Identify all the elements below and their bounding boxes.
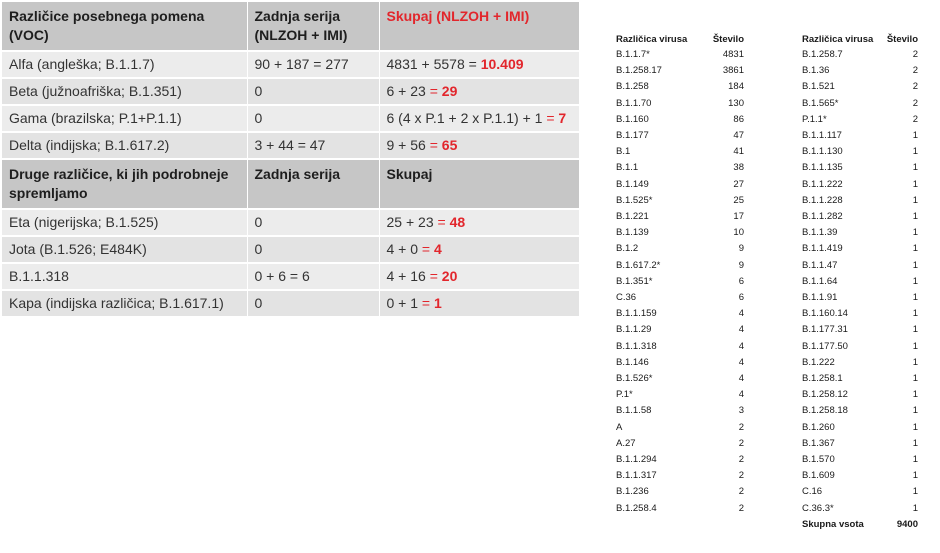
variant-lineage: B.1.525* [616,194,653,206]
variant-count: 2 [738,454,744,466]
variant-count: 1 [912,146,918,158]
total-value: 9400 [896,518,918,530]
list-row [616,112,744,128]
total-expression: 4831 + 5578 = [386,56,477,72]
variant-count: 1 [912,340,918,352]
variant-lineage: B.1.36 [802,65,830,77]
variant-row [2,290,579,317]
variant-count: 1 [912,486,918,498]
equals-sign: = [421,295,431,311]
total-expression: 4 + 0 [386,241,419,257]
list-row [802,160,918,176]
variant-lineage: B.1.1.39 [802,227,838,239]
list-row [802,47,918,63]
variant-count: 1 [912,227,918,239]
variant-count: 2 [912,113,918,125]
variant-row [2,105,579,132]
variant-count: 4831 [722,49,744,60]
variant-count: 4 [738,324,744,336]
variant-lineage: B.1.351* [616,275,653,287]
variant-count-list-right [802,34,918,533]
total-value-cell [379,78,579,105]
variant-name: Alfa (angleška; B.1.1.7) [2,51,247,78]
last-batch-value: 0 + 6 = 6 [247,263,379,290]
variant-count: 1 [912,324,918,336]
list-row [616,160,744,176]
list-row [802,403,918,419]
variant-count: 4 [738,373,744,385]
variant-count: 184 [728,81,744,93]
list-row [616,452,744,468]
variant-lineage: B.1.565* [802,97,839,109]
list-row [616,79,744,95]
list-row [616,403,744,419]
variant-lineage: B.1.2 [616,243,639,255]
total-row [802,517,918,533]
variant-count-list-left [616,34,744,517]
total-value-cell [379,209,579,236]
list-row [802,339,918,355]
variant-lineage: B.1.177.50 [802,340,848,352]
list-row [616,339,744,355]
variant-count: 1 [912,389,918,401]
list-row [616,47,744,63]
variant-count: 2 [738,486,744,498]
list-row [802,225,918,241]
variant-lineage: B.1.258.18 [802,405,848,417]
variant-count: 1 [912,421,918,433]
variant-count: 27 [733,178,744,190]
last-batch-value: 0 [247,209,379,236]
variant-count: 1 [912,211,918,223]
total-expression: 9 + 56 [386,137,426,153]
list-row [802,387,918,403]
variant-lineage: C.16 [802,486,823,498]
list-row [616,209,744,225]
list-row [616,63,744,79]
list-row [802,63,918,79]
variant-count: 1 [912,437,918,449]
voc-table [2,2,579,318]
list-row [802,355,918,371]
list-row [616,128,744,144]
total-expression: 4 + 16 [386,268,426,284]
total-label: Skupna vsota [802,518,864,530]
variant-lineage: B.1.149 [616,178,649,190]
list-row [616,258,744,274]
variant-lineage: B.1.1.294 [616,454,657,466]
variant-lineage: B.1.521 [802,81,835,93]
variant-lineage: B.1.1.419 [802,243,843,255]
variant-lineage: B.1.260 [802,421,835,433]
list-row [616,501,744,517]
equals-sign: = [429,137,438,153]
variant-name: Gama (brazilska; P.1+P.1.1) [2,105,247,132]
variant-lineage: B.1.258.7 [802,49,843,60]
variant-row [2,263,579,290]
header-variant: Različice posebnega pomena (VOC) [2,2,247,51]
variant-name: B.1.1.318 [2,263,247,290]
list-header-row [802,34,918,47]
variant-lineage: P.1.1* [802,113,827,125]
list-row [616,387,744,403]
list-row [616,241,744,257]
variant-lineage: B.1.1.222 [802,178,843,190]
variant-lineage: B.1.139 [616,227,649,239]
list-header-variant: Različica virusa [616,34,688,45]
list-row [802,322,918,338]
variant-lineage: B.1.177 [616,130,649,142]
variant-count: 1 [912,454,918,466]
equals-sign: = [546,110,555,126]
variant-count: 1 [912,292,918,304]
variant-row [2,51,579,78]
variant-lineage: B.1.160 [616,113,649,125]
variant-lineage: B.1.146 [616,356,649,368]
equals-sign: = [421,241,431,257]
list-row [802,258,918,274]
variant-count: 10 [733,227,744,239]
variant-count: 1 [912,502,918,514]
list-row [802,452,918,468]
list-row [616,436,744,452]
list-row [616,225,744,241]
list-header-count: Število [712,34,744,45]
list-header-variant: Različica virusa [802,34,874,45]
list-row [616,371,744,387]
list-row [616,193,744,209]
variant-lineage: B.1.1.64 [802,275,838,287]
variant-lineage: B.1.1.159 [616,308,657,320]
variant-name: Jota (B.1.526; E484K) [2,236,247,263]
variant-lineage: B.1.1.318 [616,340,657,352]
equals-sign: = [429,268,438,284]
variant-row [2,132,579,159]
list-row [802,274,918,290]
variant-name: Kapa (indijska različica; B.1.617.1) [2,290,247,317]
list-row [802,306,918,322]
variant-lineage: B.1.1 [616,162,639,174]
variant-lineage: P.1* [616,389,633,401]
variant-lineage: B.1.1.91 [802,292,838,304]
variant-count: 1 [912,130,918,142]
variant-lineage: B.1.222 [802,356,835,368]
variant-lineage: B.1.1.47 [802,259,838,271]
total-result: 10.409 [480,56,524,72]
list-row [616,322,744,338]
variant-row [2,78,579,105]
variant-lineage: B.1.1.117 [802,130,842,142]
variant-count: 86 [733,113,744,125]
total-value-cell [379,263,579,290]
variant-count: 130 [728,97,744,109]
total-value-cell [379,132,579,159]
variant-lineage: B.1.1.7* [616,49,650,60]
list-row [616,274,744,290]
total-value-cell [379,290,579,317]
variant-count: 1 [912,178,918,190]
variant-count: 9 [738,259,744,271]
variant-lineage: B.1.1.29 [616,324,652,336]
variant-count: 2 [738,502,744,514]
list-row [616,484,744,500]
variant-count: 2 [738,421,744,433]
list-row [616,96,744,112]
variant-count: 4 [738,340,744,352]
total-result: 7 [558,110,567,126]
variant-lineage: B.1.258 [616,81,649,93]
variant-lineage: B.1.258.12 [802,389,848,401]
list-row [802,177,918,193]
total-expression: 0 + 1 [386,295,419,311]
variant-lineage: A.27 [616,437,636,449]
total-value-cell [379,51,579,78]
header-other-variants: Druge različice, ki jih podrobneje spremljamo [2,159,247,209]
variant-count: 1 [912,405,918,417]
header-total: Skupaj (NLZOH + IMI) [379,2,579,51]
list-row [616,144,744,160]
list-row [616,468,744,484]
voc-header-row [2,2,579,51]
variant-row [2,236,579,263]
variant-lineage: B.1.221 [616,211,649,223]
list-row [802,79,918,95]
variant-count: 2 [912,81,918,93]
variant-count: 2 [738,437,744,449]
total-result: 48 [449,214,466,230]
variant-lineage: B.1.236 [616,486,649,498]
variant-lineage: B.1.258.1 [802,373,843,385]
total-value-cell [379,105,579,132]
variant-count: 1 [912,162,918,174]
last-batch-value: 90 + 187 = 277 [247,51,379,78]
last-batch-value: 0 [247,78,379,105]
variant-count: 1 [912,275,918,287]
variant-count: 1 [912,373,918,385]
list-row [616,177,744,193]
variant-lineage: B.1.1.282 [802,211,843,223]
variant-lineage: C.36.3* [802,502,834,514]
variant-lineage: A [616,421,623,433]
variant-lineage: B.1.526* [616,373,653,385]
variant-name: Delta (indijska; B.1.617.2) [2,132,247,159]
variant-count: 2 [912,97,918,109]
list-row [802,241,918,257]
variant-count: 1 [912,470,918,482]
list-row [616,290,744,306]
header-last-batch: Zadnja serija (NLZOH + IMI) [247,2,379,51]
list-row [616,420,744,436]
last-batch-value: 0 [247,236,379,263]
variant-lineage: B.1.258.17 [616,65,662,77]
variant-row [2,209,579,236]
variant-count: 6 [738,275,744,287]
equals-sign: = [437,214,446,230]
variant-lineage: B.1 [616,146,631,158]
variant-count: 47 [733,130,744,142]
variant-lineage: B.1.160.14 [802,308,848,320]
list-header-row [616,34,744,47]
list-row [802,501,918,517]
variant-lineage: B.1.617.2* [616,259,661,271]
variant-count: 1 [912,356,918,368]
header-total-2: Skupaj [379,159,579,209]
variant-count: 1 [912,194,918,206]
variant-count: 2 [738,470,744,482]
variant-lineage: C.36 [616,292,637,304]
variant-count: 17 [733,211,744,223]
variant-lineage: B.1.1.58 [616,405,652,417]
variant-count: 1 [912,308,918,320]
variant-count: 3 [738,405,744,417]
variant-lineage: B.1.1.228 [802,194,843,206]
variant-count: 25 [733,194,744,206]
list-row [802,468,918,484]
variant-lineage: B.1.1.135 [802,162,843,174]
list-row [802,436,918,452]
variant-count: 6 [738,292,744,304]
total-expression: 6 (4 x P.1 + 2 x P.1.1) + 1 [386,110,543,126]
list-row [616,306,744,322]
list-row [802,290,918,306]
variant-lineage: B.1.1.317 [616,470,657,482]
total-result: 65 [441,137,458,153]
total-value-cell [379,236,579,263]
variant-count: 4 [738,356,744,368]
variant-count: 4 [738,308,744,320]
total-expression: 6 + 23 [386,83,426,99]
variant-lineage: B.1.258.4 [616,502,657,514]
variant-count: 9 [738,243,744,255]
other-variants-header-row [2,159,579,209]
list-row [802,209,918,225]
total-result: 29 [441,83,458,99]
list-row [802,193,918,209]
list-row [616,355,744,371]
variant-lineage: B.1.367 [802,437,835,449]
list-row [802,96,918,112]
variant-lineage: B.1.1.70 [616,97,652,109]
variant-name: Eta (nigerijska; B.1.525) [2,209,247,236]
last-batch-value: 0 [247,290,379,317]
last-batch-value: 0 [247,105,379,132]
variant-lineage: B.1.609 [802,470,835,482]
variant-name: Beta (južnoafriška; B.1.351) [2,78,247,105]
total-result: 4 [434,241,442,257]
total-result: 20 [441,268,458,284]
list-row [802,144,918,160]
list-row [802,420,918,436]
variant-count: 2 [912,65,918,77]
total-result: 1 [434,295,442,311]
variant-count: 2 [912,49,918,60]
list-row [802,112,918,128]
variant-count: 4 [738,389,744,401]
variant-lineage: B.1.177.31 [802,324,848,336]
last-batch-value: 3 + 44 = 47 [247,132,379,159]
total-expression: 25 + 23 [386,214,434,230]
variant-count: 1 [912,243,918,255]
equals-sign: = [429,83,438,99]
variant-count: 38 [733,162,744,174]
list-row [802,128,918,144]
variant-count: 3861 [722,65,744,77]
list-header-count: Število [886,34,918,45]
variant-lineage: B.1.1.130 [802,146,843,158]
list-row [802,484,918,500]
list-row [802,371,918,387]
variant-count: 41 [733,146,744,158]
header-last-batch-2: Zadnja serija [247,159,379,209]
variant-count: 1 [912,259,918,271]
variant-lineage: B.1.570 [802,454,835,466]
